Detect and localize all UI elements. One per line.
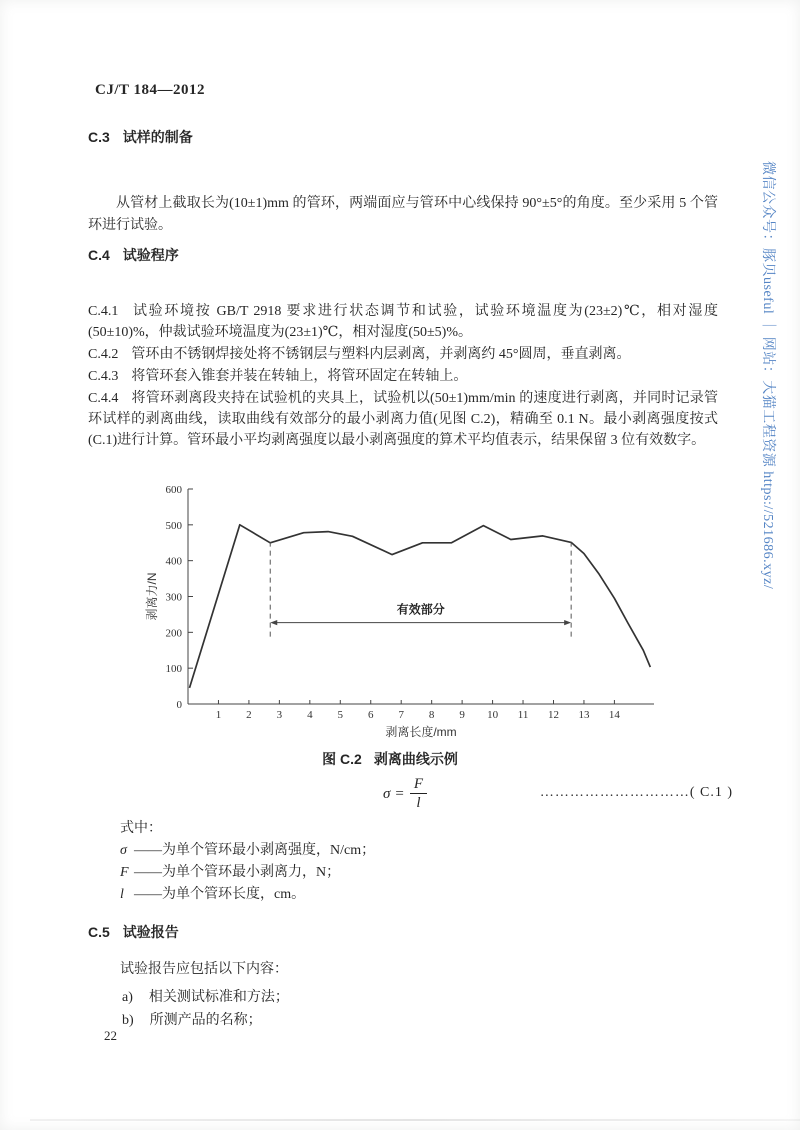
svg-text:剥离长度/mm: 剥离长度/mm [385,725,457,739]
clause-text: 管环由不锈钢焊接处将不锈钢层与塑料内层剥离，并剥离约 45°圆周，垂直剥离。 [131,347,631,362]
svg-text:14: 14 [608,709,620,721]
fraction-numerator: F [410,776,427,794]
svg-text:9: 9 [459,709,465,721]
svg-text:3: 3 [276,709,283,721]
section-number: C.5 [88,924,110,940]
svg-text:剥离力/N: 剥离力/N [145,572,159,621]
paragraph-c4-3 [88,366,718,387]
clause-number: C.4.2 [88,347,119,362]
clause-number: C.4.3 [88,369,119,384]
svg-text:200: 200 [165,627,182,640]
item-text: 相关测试标准和方法； [148,990,289,1005]
svg-text:7: 7 [398,709,404,721]
svg-text:400: 400 [165,555,182,568]
svg-text:12: 12 [547,709,559,721]
symbol: σ [120,843,127,858]
fraction [410,776,427,812]
clause-text: 将管环剥离段夹持在试验机的夹具上，试验机以(50±1)mm/min 的速度进行剥离，并同时记录管环试样的剥离曲线，读取曲线有效部分的最小剥离力值(见图 C.2)，精确至 0.1 N。最小剥离强度按式(C.1)进行计算。管环最小平均剥离强度以最小剥离强度的算术平均值表示，结果保留 3 位有效数字。 [88,391,718,448]
definition-text: ——为单个管环最小剥离力，N； [134,865,341,880]
symbol: F [120,865,129,880]
svg-text:600: 600 [165,484,182,496]
symbol-definitions [120,818,375,906]
section-heading-c3 [88,127,193,147]
svg-text:11: 11 [517,709,529,721]
clause-number: C.4.4 [88,391,119,406]
definition-sigma [120,840,375,862]
svg-text:10: 10 [487,709,499,721]
fraction-denominator: l [416,795,421,811]
svg-text:6: 6 [367,709,374,721]
svg-text:5: 5 [337,709,344,721]
definition-text: ——为单个管环最小剥离强度，N/cm； [134,843,376,858]
clause-text: 试验环境按 GB/T 2918 要求进行状态调节和试验，试验环境温度为(23±2)℃，相对湿度(50±10)%，仲裁试验环境温度为(23±1)℃，相对湿度(50±5)%。 [88,304,718,340]
svg-text:0: 0 [176,699,182,711]
page-number: 22 [104,1028,117,1043]
peel-curve-figure [142,482,700,742]
clause-text: 将管环套入锥套并装在转轴上，将管环固定在转轴上。 [131,369,468,384]
section-number: C.4 [88,247,110,263]
svg-text:300: 300 [165,591,182,604]
svg-text:13: 13 [578,709,590,721]
definition-f [120,862,375,884]
section-title: 试验报告 [122,924,179,940]
svg-text:有效部分: 有效部分 [396,602,445,617]
formula-number: ( C.1 ) [689,785,733,800]
peel-curve-chart [142,482,700,742]
report-item-b [122,1009,262,1029]
svg-text:1: 1 [215,709,222,721]
section-heading-c5 [88,922,179,942]
section-heading-c4 [88,245,179,265]
svg-text:8: 8 [428,709,435,721]
scan-edge-artifact [30,1119,800,1121]
formula-reference [540,785,733,801]
item-text: 所测产品的名称； [149,1013,262,1028]
report-intro: 试验报告应包括以下内容： [120,962,288,977]
figure-number: 图 C.2 [322,751,362,767]
svg-text:500: 500 [165,519,182,532]
definition-l [120,884,375,906]
section-number: C.3 [88,129,110,145]
item-label: a) [122,990,133,1005]
paragraph-c4-1 [88,301,718,343]
figure-caption [60,749,720,769]
svg-text:100: 100 [165,663,182,676]
paragraph-c4-4 [88,388,718,451]
symbol: l [120,887,124,902]
paragraph-c4-2 [88,344,718,365]
section-title: 试样的制备 [122,129,193,145]
formula-row [88,776,733,816]
report-item-a [122,986,289,1006]
figure-title: 剥离曲线示例 [373,751,458,767]
svg-text:2: 2 [246,709,252,721]
paragraph-c3: 从管材上截取长为(10±1)mm 的管环，两端面应与管环中心线保持 90°±5°的角度。至少采用 5 个管环进行试验。 [88,196,718,233]
clause-number: C.4.1 [88,304,119,319]
svg-text:4: 4 [307,709,313,721]
leader-dots: ………………………… [539,785,690,800]
standard-number: CJ/T 184—2012 [95,82,205,98]
watermark-vertical-text: 微信公众号：豚贝useful ｜ 网站：大猫工程资源 https://521686.xyz/ [760,161,775,590]
formula-lhs: σ [383,785,391,802]
item-label: b) [122,1013,134,1028]
section-title: 试验程序 [122,247,179,263]
formula-sigma-equals-f-over-l [383,776,427,812]
where-intro: 式中： [120,821,162,836]
equals-sign: = [395,785,404,802]
definition-text: ——为单个管环长度，cm。 [134,887,306,902]
